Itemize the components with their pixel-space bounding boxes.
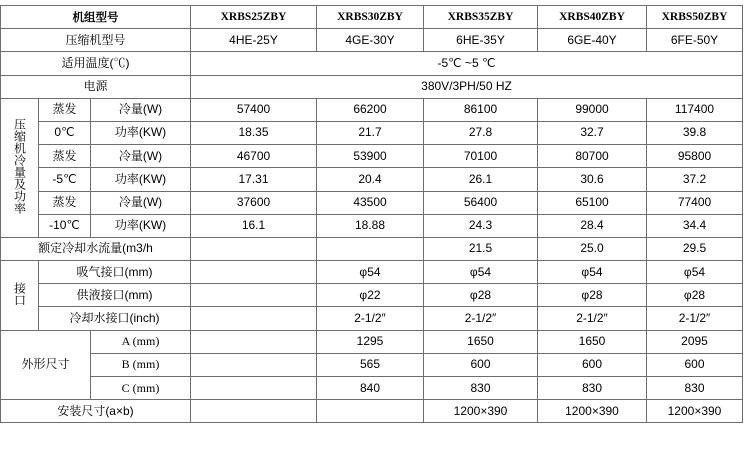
table-cell: 80700 — [538, 145, 647, 168]
table-cell: 16.1 — [191, 214, 317, 237]
table-cell: 6FE-50Y — [647, 29, 743, 52]
table-cell: φ22 — [317, 284, 424, 307]
table-cell: 27.8 — [424, 121, 538, 144]
table-cell: 70100 — [424, 145, 538, 168]
table-cell: 32.7 — [538, 121, 647, 144]
table-cell: 2-1/2″ — [317, 307, 424, 330]
table-cell: 20.4 — [317, 168, 424, 191]
power-supply-label: 电源 — [1, 75, 191, 98]
power-row — [1, 168, 743, 191]
table-cell: 1200×390 — [647, 400, 743, 423]
temp-range-value: -5℃ ~5 ℃ — [191, 52, 743, 75]
dimension-label: A (mm) — [91, 330, 191, 353]
table-cell: 117400 — [647, 98, 743, 121]
connection-label: 供液接口(mm) — [39, 284, 191, 307]
table-cell — [317, 237, 424, 260]
table-cell: φ54 — [317, 261, 424, 284]
table-cell: 4HE-25Y — [191, 29, 317, 52]
table-cell: 39.8 — [647, 121, 743, 144]
table-cell: 830 — [538, 377, 647, 400]
table-cell: 4GE-30Y — [317, 29, 424, 52]
temp-range-row — [1, 52, 743, 75]
cooling-label: 冷量(W) — [91, 191, 191, 214]
table-cell: 95800 — [647, 145, 743, 168]
model-header-1: XRBS25ZBY — [191, 6, 317, 29]
evap-label: 蒸发 — [39, 145, 91, 168]
dimension-row — [1, 330, 743, 353]
table-cell: 830 — [647, 377, 743, 400]
table-cell: 30.6 — [538, 168, 647, 191]
table-cell — [317, 400, 424, 423]
table-cell: 6GE-40Y — [538, 29, 647, 52]
table-cell: 1200×390 — [538, 400, 647, 423]
table-cell: 2-1/2″ — [424, 307, 538, 330]
table-cell: 65100 — [538, 191, 647, 214]
power-label: 功率(KW) — [91, 168, 191, 191]
table-cell — [191, 353, 317, 376]
table-cell: 66200 — [317, 98, 424, 121]
model-header-3: XRBS35ZBY — [424, 6, 538, 29]
install-size-row — [1, 400, 743, 423]
evap-label: 蒸发 — [39, 191, 91, 214]
power-row — [1, 121, 743, 144]
table-cell: 1650 — [538, 330, 647, 353]
dimension-label: B (mm) — [91, 353, 191, 376]
table-cell: φ54 — [424, 261, 538, 284]
table-cell: 56400 — [424, 191, 538, 214]
evap-temp-label: 0℃ — [39, 121, 91, 144]
table-cell: 25.0 — [538, 237, 647, 260]
model-header-label: 机组型号 — [1, 6, 191, 29]
table-cell: 2095 — [647, 330, 743, 353]
power-row — [1, 214, 743, 237]
table-cell: 2-1/2″ — [647, 307, 743, 330]
table-cell — [191, 237, 317, 260]
table-cell: 18.35 — [191, 121, 317, 144]
evap-label: 蒸发 — [39, 98, 91, 121]
table-cell: 565 — [317, 353, 424, 376]
compressor-model-label: 压缩机型号 — [1, 29, 191, 52]
install-size-label: 安装尺寸(a×b) — [1, 400, 191, 423]
cooling-label: 冷量(W) — [91, 145, 191, 168]
table-cell: 18.88 — [317, 214, 424, 237]
water-flow-label: 额定冷却水流量(m3/h — [1, 237, 191, 260]
table-cell: 37600 — [191, 191, 317, 214]
power-supply-value: 380V/3PH/50 HZ — [191, 75, 743, 98]
connections-section-label: 接口 — [1, 261, 39, 331]
table-cell: 600 — [424, 353, 538, 376]
table-cell — [191, 377, 317, 400]
table-cell: 43500 — [317, 191, 424, 214]
table-cell: 6HE-35Y — [424, 29, 538, 52]
dimension-row — [1, 377, 743, 400]
connection-label: 吸气接口(mm) — [39, 261, 191, 284]
table-cell: 600 — [647, 353, 743, 376]
table-cell: 99000 — [538, 98, 647, 121]
compressor-model-row — [1, 29, 743, 52]
table-cell — [191, 307, 317, 330]
table-cell: 2-1/2″ — [538, 307, 647, 330]
table-cell: 29.5 — [647, 237, 743, 260]
table-cell: 28.4 — [538, 214, 647, 237]
dimensions-section-label: 外形尺寸 — [1, 330, 91, 400]
power-label: 功率(KW) — [91, 121, 191, 144]
table-cell: φ28 — [538, 284, 647, 307]
table-cell — [191, 261, 317, 284]
power-supply-row — [1, 75, 743, 98]
connection-row — [1, 284, 743, 307]
table-cell — [191, 330, 317, 353]
header-row — [1, 6, 743, 29]
table-cell: 24.3 — [424, 214, 538, 237]
table-cell: 1200×390 — [424, 400, 538, 423]
table-cell — [191, 284, 317, 307]
connection-label: 冷却水接口(inch) — [39, 307, 191, 330]
table-cell: 86100 — [424, 98, 538, 121]
connection-row — [1, 307, 743, 330]
capacity-section-label: 压缩机冷量及功率 — [1, 98, 39, 237]
spec-table — [0, 5, 743, 423]
table-cell: φ28 — [424, 284, 538, 307]
table-cell: φ28 — [647, 284, 743, 307]
dimension-row — [1, 353, 743, 376]
power-label: 功率(KW) — [91, 214, 191, 237]
table-cell: 1295 — [317, 330, 424, 353]
table-cell: 21.7 — [317, 121, 424, 144]
cooling-label: 冷量(W) — [91, 98, 191, 121]
table-cell: φ54 — [647, 261, 743, 284]
model-header-5: XRBS50ZBY — [647, 6, 743, 29]
table-cell: 77400 — [647, 191, 743, 214]
table-cell: φ54 — [538, 261, 647, 284]
table-cell: 53900 — [317, 145, 424, 168]
table-cell: 840 — [317, 377, 424, 400]
table-cell: 37.2 — [647, 168, 743, 191]
table-cell: 1650 — [424, 330, 538, 353]
evap-temp-label: -5℃ — [39, 168, 91, 191]
table-cell — [191, 400, 317, 423]
table-cell: 600 — [538, 353, 647, 376]
capacity-row — [1, 191, 743, 214]
table-cell: 57400 — [191, 98, 317, 121]
temp-range-label: 适用温度(℃) — [1, 52, 191, 75]
model-header-4: XRBS40ZBY — [538, 6, 647, 29]
table-cell: 17.31 — [191, 168, 317, 191]
table-cell: 46700 — [191, 145, 317, 168]
table-cell: 21.5 — [424, 237, 538, 260]
dimension-label: C (mm) — [91, 377, 191, 400]
table-cell: 26.1 — [424, 168, 538, 191]
connection-row — [1, 261, 743, 284]
table-cell: 34.4 — [647, 214, 743, 237]
table-cell: 830 — [424, 377, 538, 400]
model-header-2: XRBS30ZBY — [317, 6, 424, 29]
capacity-row — [1, 98, 743, 121]
water-flow-row — [1, 237, 743, 260]
evap-temp-label: -10℃ — [39, 214, 91, 237]
capacity-row — [1, 145, 743, 168]
